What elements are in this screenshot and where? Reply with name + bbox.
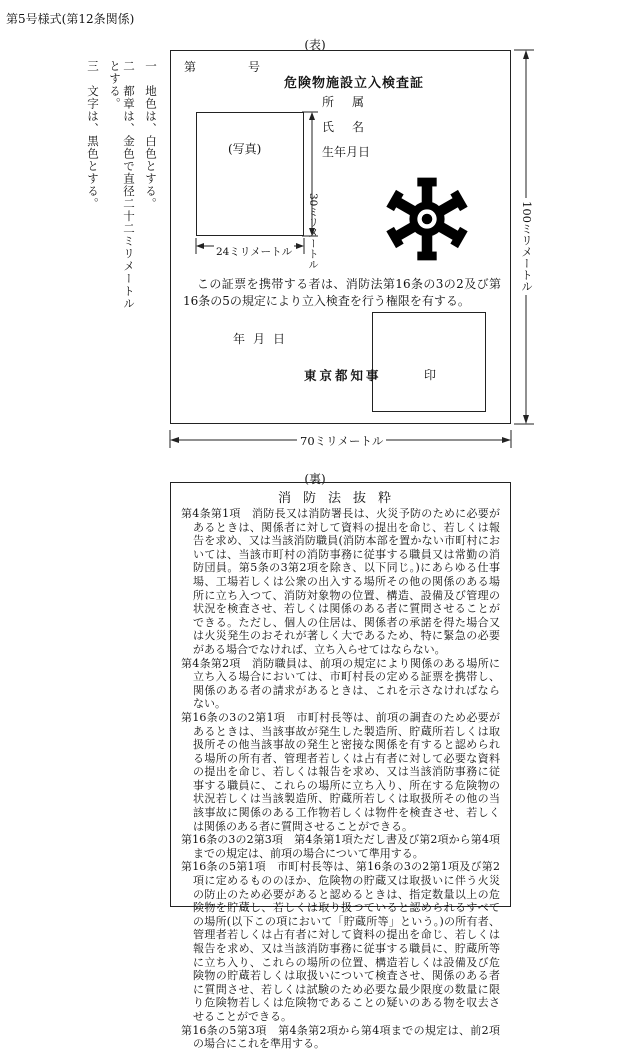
name-label: 氏 名: [322, 120, 368, 134]
photo-width-label: 24ミリメートル: [216, 246, 293, 258]
card-statement: この証票を携帯する者は、消防法第16条の3の2及び第16条の5の規定により立入検査を行う権限を有する。: [183, 277, 501, 308]
issuer-name: 東京都知事: [304, 368, 382, 383]
card-number-label: 第: [184, 60, 197, 74]
law-paragraph: 第16条の5第3項 第4条第2項から第4項までの規定は、前2項の場合にこれを準用する。: [181, 1023, 500, 1051]
law-paragraph: 第16条の5第1項 市町村長等は、第16条の3の2第1項及び第2項に定めるもののほか、危険物の貯蔵又は取扱いに伴う火災の防止のため必要があると認めるときは、指定数量以上の危険物を貯蔵し、若しくは取り扱つていると認められるすべての場所(以下この項において「貯蔵所等」という。)の所有者、管理者若しくは占有者に対して資料の提出を命じ、若しくは報告を求め、又は当該消防事務に従事する職員に、貯蔵所等に立ち入り、これらの場所の位置、構造若しくは設備及び危険物の貯蔵若しくは取扱いについて検査させ、関係のある者に質問させ、若しくは試験のため必要な最少限度の数量に限り危険物若しくは危険物であることの疑いのある物を収去させることができる。: [181, 860, 500, 1023]
card-back: [170, 482, 511, 1051]
law-excerpt: [181, 507, 500, 1051]
card-number-suffix: 号: [248, 60, 261, 74]
card-title: 危険物施設立入検査証: [284, 76, 425, 91]
birthdate-label: 生年月日: [322, 145, 371, 159]
photo-label: (写真): [228, 142, 262, 156]
law-paragraph: 第4条第2項 消防職員は、前項の規定により関係のある場所に立ち入る場合においては、市町村長の定める証票を携帯し、関係のある者の請求があるときは、これを示さなければならない。: [181, 656, 500, 711]
note-1: 一 地色は、白色とする。: [144, 60, 158, 210]
photo-height-label: 30ミリメートル: [307, 193, 319, 270]
law-paragraph: 第4条第1項 消防長又は消防署長は、火災予防のために必要があるときは、関係者に対して資料の提出を命じ、若しくは報告を求め、又は当該消防職員(消防本部を置かない市町村においては、当該市町村の消防事務に従事する職員又は常勤の消防団員。第5条の3第2項を除き、以下同じ。)にあらゆる仕事場、工場若しくは公衆の出入する場所その他の関係のある場所に立ち入つて、消防対象物の位置、構造、設備及び管理の状況を検査させ、若しくは関係のある者に質問させることができる。ただし、個人の住居は、関係者の承諾を得た場合又は火災発生のおそれが著しく大であるため、特に緊急の必要がある場合でなければ、立ち入らせてはならない。: [181, 507, 500, 656]
form-number: 第5号様式(第12条関係): [6, 12, 135, 26]
photo-box: [196, 112, 304, 236]
tokyo-emblem-icon: [383, 175, 471, 263]
law-paragraph: 第16条の3の2第1項 市町村長等は、前項の調査のため必要があるときは、当該事故が発生した製造所、貯蔵所若しくは取扱所その他当該事故の発生と密接な関係を有すると認められる場所の所有者、管理者若しくは占有者に対して必要な資料の提出を命じ、若しくは報告を求め、又は当該消防事務に従事する職員に、これらの場所に立ち入り、所在する危険物の状況若しくは当該製造所、貯蔵所若しくは取扱所その他の当該事故に関係のある工作物若しくは物件を検査させ、若しくは関係のある者に質問させることができる。: [181, 710, 500, 833]
seal-label: 印: [424, 368, 437, 382]
card-height-label: 100ミリメートル: [519, 198, 535, 295]
affiliation-label: 所 属: [322, 95, 368, 109]
issue-date-line: 年月日: [233, 332, 294, 346]
note-2: 二 都章は、金色で直径二十二ミリメートルとする。: [108, 60, 136, 310]
card-width-label: 70ミリメートル: [297, 433, 386, 449]
note-3: 三 文字は、黒色とする。: [86, 60, 100, 210]
front-label: (表): [304, 38, 326, 52]
back-label: (裏): [304, 472, 326, 486]
notes: [86, 60, 158, 320]
seal-box: [372, 312, 486, 412]
back-title: 消防法抜粋: [277, 491, 403, 506]
law-paragraph: 第16条の3の2第3項 第4条第1項ただし書及び第2項から第4項までの規定は、前項の場合について準用する。: [181, 833, 500, 860]
